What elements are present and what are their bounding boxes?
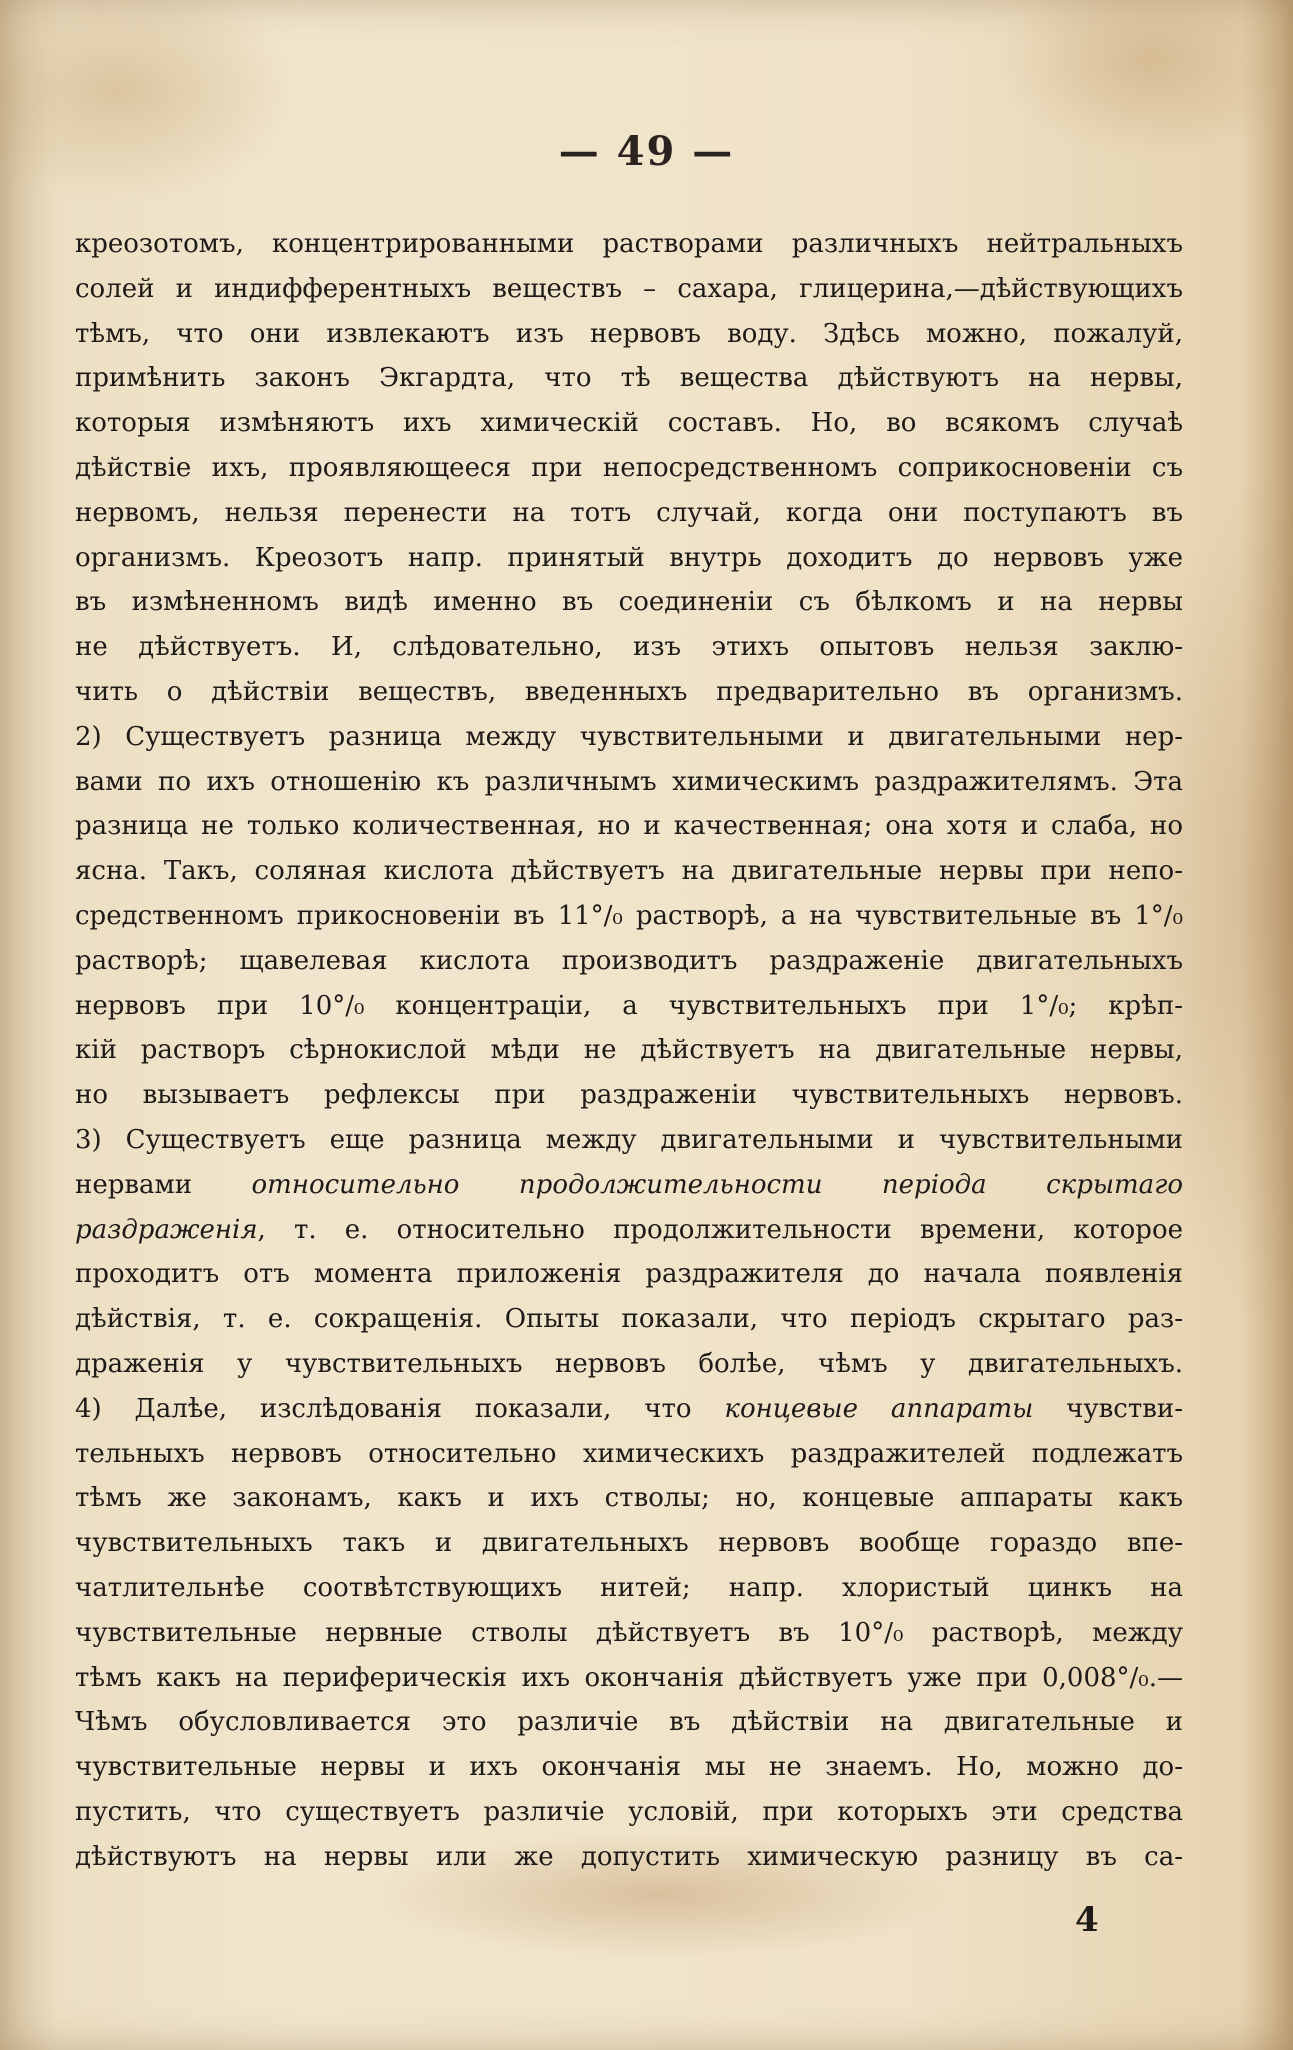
text-line: средственномъ прикосновеніи въ 11°/₀ растворѣ, а на чувствительные въ 1°/₀ — [75, 900, 1183, 931]
body-text — [75, 222, 1183, 1879]
text-line: чатлительнѣе соотвѣтствующихъ нитей; напр. хлористый цинкъ на — [75, 1572, 1183, 1603]
text-line-with-emphasis — [75, 1163, 1183, 1208]
text-line: Чѣмъ обусловливается это различіе въ дѣйствіи на двигательные и — [75, 1707, 1183, 1738]
text-line: дѣйствія, т. е. сокращенія. Опыты показали, что періодъ скрытаго раз- — [75, 1304, 1183, 1335]
text-line: нервомъ, нельзя перенести на тотъ случай, когда они поступаютъ въ — [75, 497, 1183, 528]
page-number: — 49 — — [558, 128, 735, 175]
text-line: вами по ихъ отношенію къ различнымъ химическимъ раздражителямъ. Эта — [75, 766, 1183, 797]
signature-mark: 4 — [1075, 1900, 1099, 1940]
text-line: организмъ. Креозотъ напр. принятый внутрь доходитъ до нервовъ уже — [75, 542, 1183, 573]
text-line: тѣмъ какъ на периферическія ихъ окончанія дѣйствуетъ уже при 0,008°/₀.— — [75, 1662, 1183, 1693]
text-line: кій растворъ сѣрнокислой мѣди не дѣйствуетъ на двигательные нервы, — [75, 1035, 1183, 1066]
text-line: проходитъ отъ момента приложенія раздражителя до начала появленія — [75, 1259, 1183, 1290]
emphasized-text: раздраженія — [75, 1214, 258, 1245]
text-line: не дѣйствуетъ. И, слѣдовательно, изъ этихъ опытовъ нельзя заклю- — [75, 632, 1183, 663]
text-line: 3) Существуетъ еще разница между двигательными и чувствительными — [75, 1124, 1183, 1155]
text-line: въ измѣненномъ видѣ именно въ соединеніи съ бѣлкомъ и на нервы — [75, 587, 1183, 618]
text-line: тѣмъ же законамъ, какъ и ихъ стволы; но, концевые аппараты какъ — [75, 1483, 1183, 1514]
text-line-with-emphasis — [75, 1387, 1183, 1432]
text-line: разница не только количественная, но и качественная; она хотя и слаба, но — [75, 811, 1183, 842]
text-line: растворѣ; щавелевая кислота производитъ раздраженіе двигательныхъ — [75, 945, 1183, 976]
text-line: чувствительные нервные стволы дѣйствуетъ въ 10°/₀ растворѣ, между — [75, 1617, 1183, 1648]
text-line: драженія у чувствительныхъ нервовъ болѣе, чѣмъ у двигательныхъ. — [75, 1348, 1183, 1379]
text-run: , т. е. относительно продолжительности времени, которое — [257, 1214, 1183, 1245]
text-line: 2) Существуетъ разница между чувствительными и двигательными нер- — [75, 721, 1183, 752]
text-line: пустить, что существуетъ различіе условій, при которыхъ эти средства — [75, 1796, 1183, 1827]
emphasized-text: концевые аппараты — [724, 1393, 1034, 1424]
text-line: нервовъ при 10°/₀ концентраціи, а чувствительныхъ при 1°/₀; крѣп- — [75, 990, 1183, 1021]
text-line: примѣнить законъ Экгардта, что тѣ вещества дѣйствуютъ на нервы, — [75, 363, 1183, 394]
text-line: ясна. Такъ, соляная кислота дѣйствуетъ на двигательные нервы при непо- — [75, 856, 1183, 887]
text-line: тѣмъ, что они извлекаютъ изъ нервовъ воду. Здѣсь можно, пожалуй, — [75, 318, 1183, 349]
text-line: чувствительные нервы и ихъ окончанія мы не знаемъ. Но, можно до- — [75, 1752, 1183, 1783]
text-line: солей и индифферентныхъ веществъ – сахара, глицерина,—дѣйствующихъ — [75, 273, 1183, 304]
text-line: но вызываетъ рефлексы при раздраженіи чувствительныхъ нервовъ. — [75, 1080, 1183, 1111]
text-line: чить о дѣйствіи веществъ, введенныхъ предварительно въ организмъ. — [75, 676, 1183, 707]
text-line: дѣйствуютъ на нервы или же допустить химическую разницу въ са- — [75, 1841, 1183, 1872]
text-line: тельныхъ нервовъ относительно химическихъ раздражителей подлежатъ — [75, 1438, 1183, 1469]
text-run: чувстви- — [1033, 1393, 1183, 1424]
text-run: 4) Далѣе, изслѣдованія показали, что — [75, 1393, 725, 1424]
text-line: которыя измѣняютъ ихъ химическій составъ. Но, во всякомъ случаѣ — [75, 408, 1183, 439]
text-line: чувствительныхъ такъ и двигательныхъ нервовъ вообще гораздо впе- — [75, 1528, 1183, 1559]
text-line-with-emphasis — [75, 1208, 1183, 1253]
text-line: креозотомъ, концентрированными растворами различныхъ нейтральныхъ — [75, 229, 1183, 259]
text-run: нервами — [75, 1169, 252, 1200]
emphasized-text: относительно продолжительности періода скрытаго — [251, 1169, 1183, 1200]
text-line: дѣйствіе ихъ, проявляющееся при непосредственномъ соприкосновеніи съ — [75, 452, 1183, 483]
